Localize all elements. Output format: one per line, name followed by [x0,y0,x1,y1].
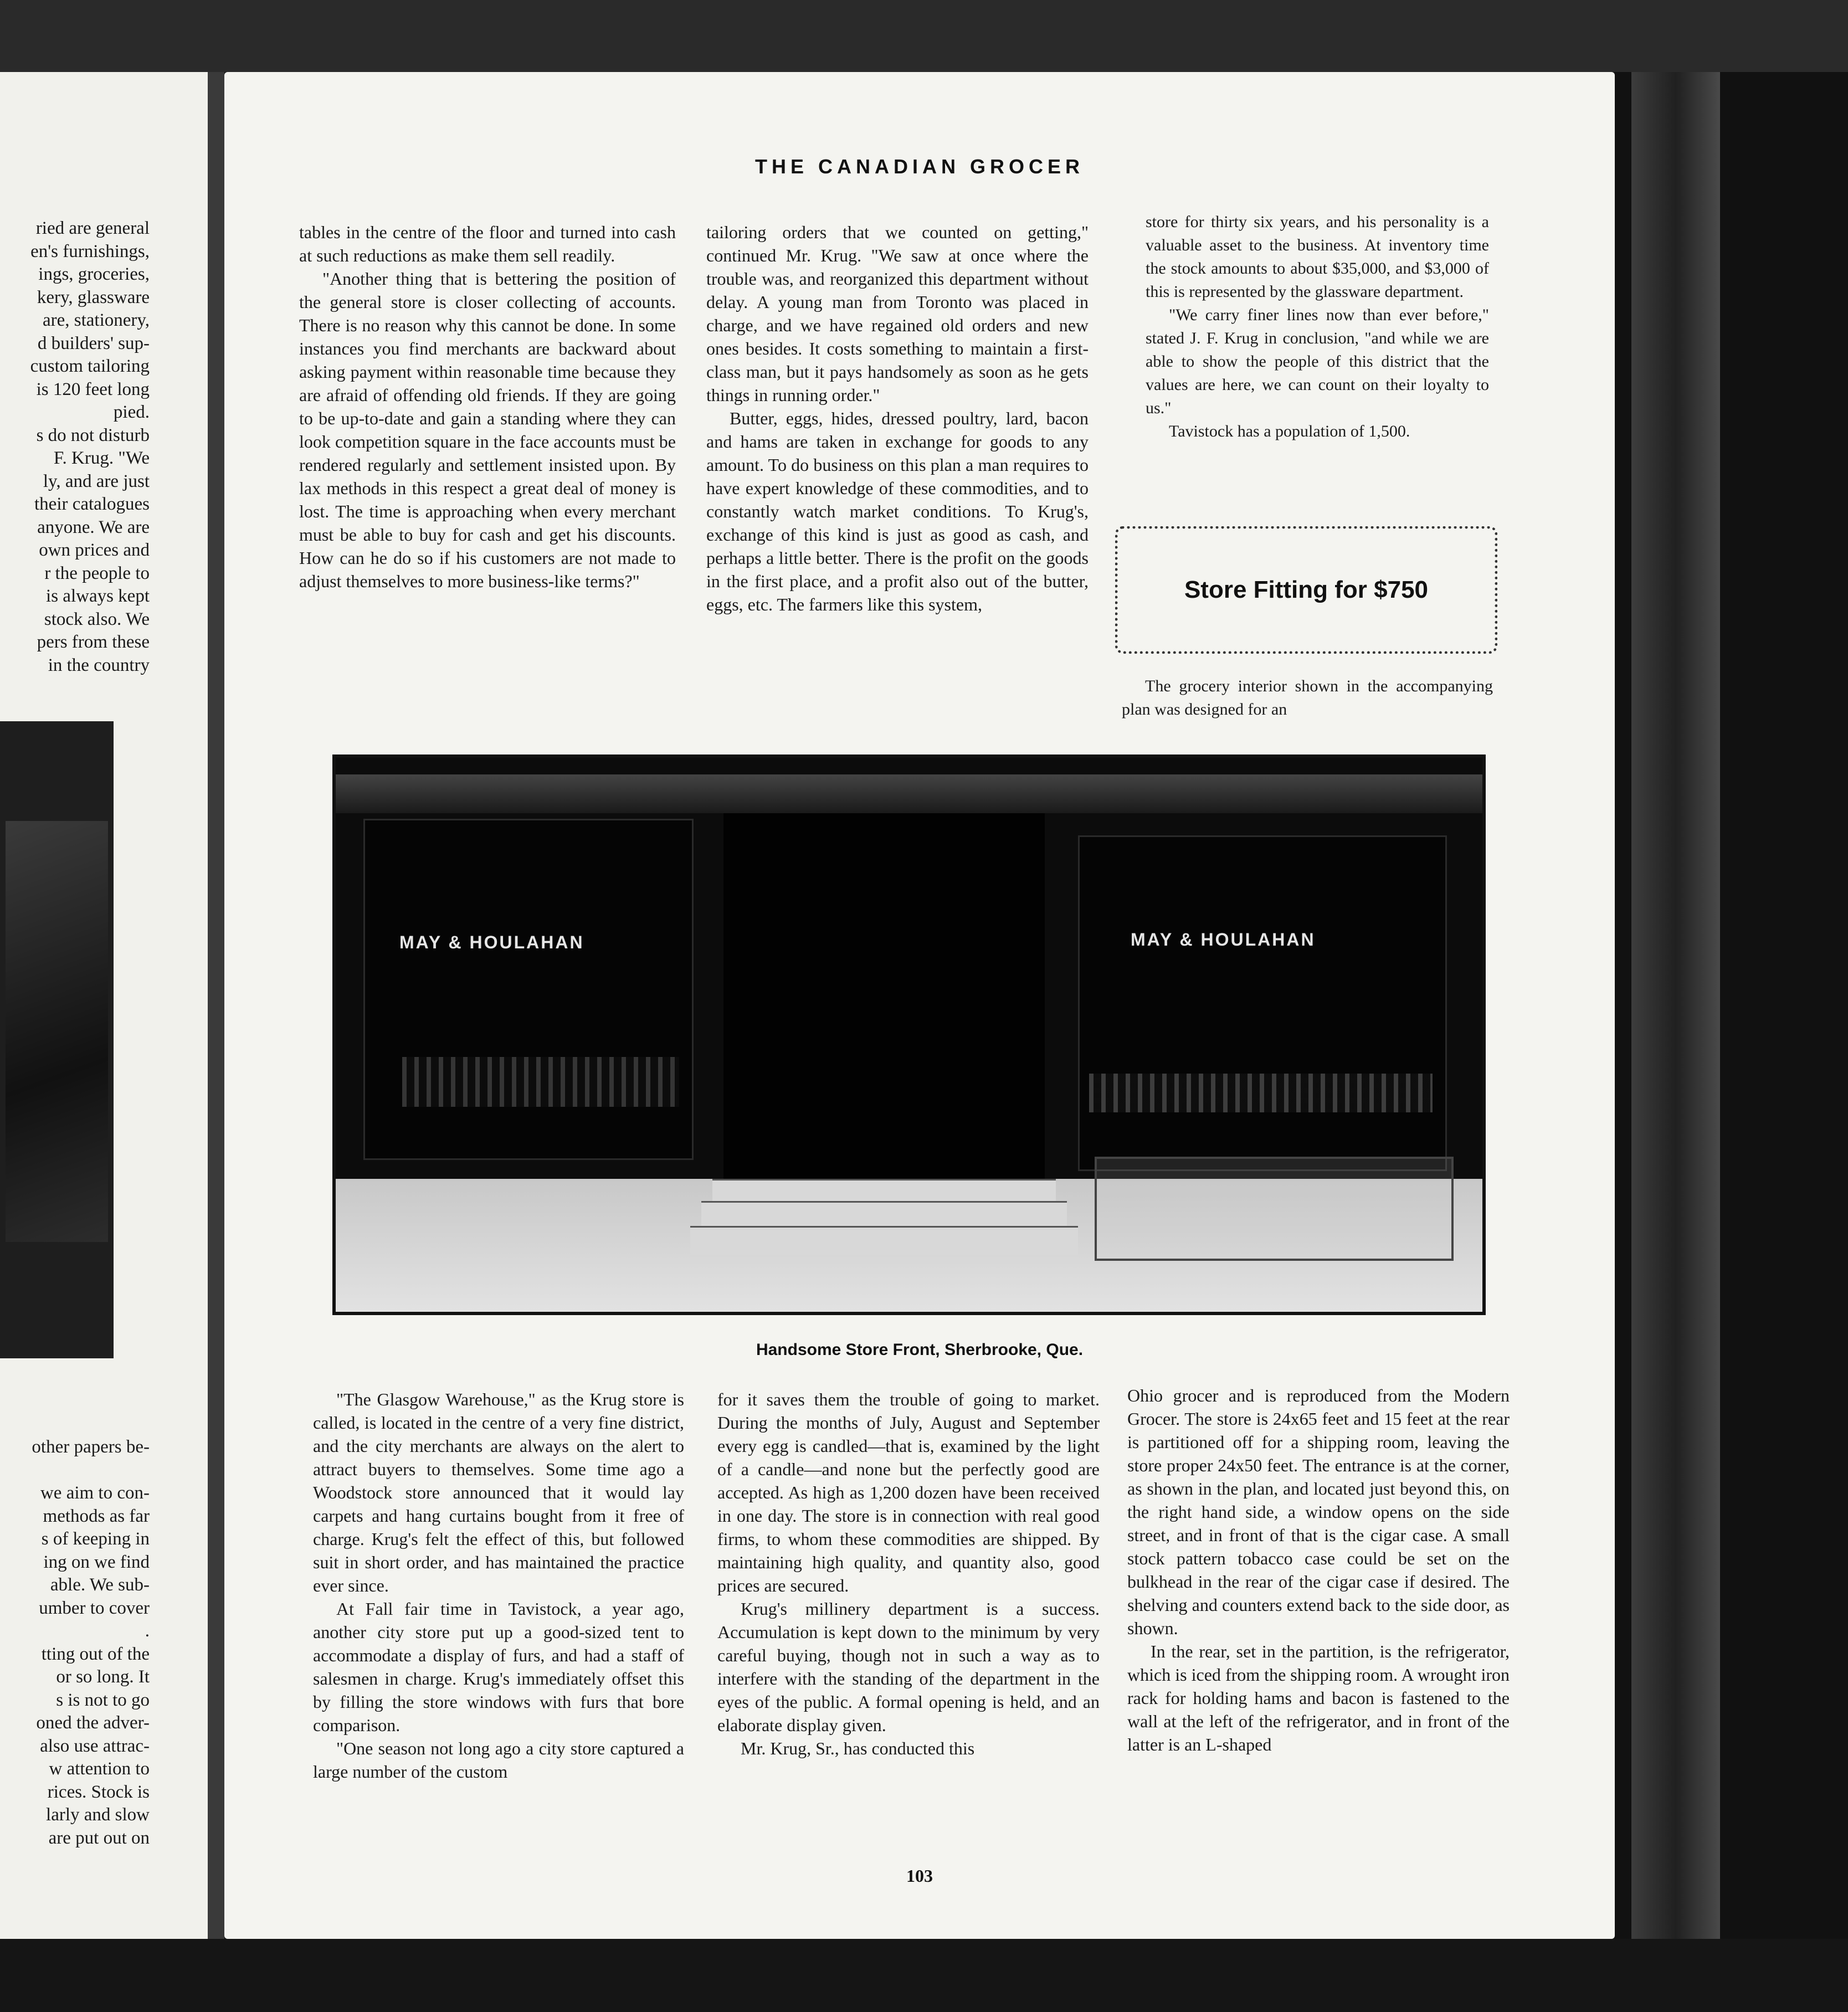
boxed-heading-text: Store Fitting for $750 [1184,576,1429,603]
paragraph: "Another thing that is bettering the position of the general store is closer collecting of accounts. There is no reason why this cannot be done. In some instances you find merchants are backward about asking payment within reasonable time because they are afraid of offending old friends. If they are going to be up-to-date and gain a standing where they can look competition square in the face accounts must be rendered regularly and settlement insisted upon. By lax methods in this respect a great deal of money is lost. The time is approaching when every merchant must be able to buy for cash and get his discounts. How can he do so if his customers are not made to adjust themselves to more business-like terms?" [299,269,676,591]
left-page-text-line: rices. Stock is [47,1782,150,1802]
boxed-heading [1115,526,1497,654]
scan-background-right [1615,72,1848,1939]
left-page-text-line: pied. [113,402,150,422]
left-page-text-line: kery, glassware [37,287,150,307]
left-page-photo-content [6,821,108,1242]
paragraph: for it saves them the trouble of going to market. During the months of July, August and September every egg is candled—that is, examined by the light of a candle—and none but the perfectly good are accepted. As high as 1,200 dozen have been received in one day. The store is in connection with real good firms, to whom these commodities are shipped. By maintaining high quality, and quantity also, good prices are secured. [717,1389,1100,1595]
left-page-text-line: or so long. It [56,1667,150,1687]
entrance-step [701,1201,1067,1228]
left-page-text-line: ly, and are just [43,471,150,491]
entrance-step [712,1179,1056,1203]
left-page-text-line: F. Krug. "We [53,448,150,468]
left-page-text-line: pers from these [37,632,150,652]
left-page-text-line: larly and slow [46,1805,150,1825]
left-page-text-line: anyone. We are [37,517,150,537]
column-1-bottom [313,1388,684,1783]
paragraph: The grocery interior shown in the accompanying plan was designed for an [1122,677,1493,718]
paragraph: At Fall fair time in Tavistock, a year ago, another city store put up a good-sized tent to accommodate a display of furs, and had a staff of salesmen in charge. Krug's immediately offset this by filling the store windows with furs that bore comparison. [313,1599,684,1735]
paragraph: "We carry finer lines now than ever before," stated J. F. Krug in conclusion, "and while we are able to show the people of this district that the values are here, we can count on their loyalty to us." [1146,306,1489,417]
column-2-top [706,220,1089,616]
masthead: THE CANADIAN GROCER [754,155,1084,178]
paragraph: store for thirty six years, and his personality is a valuable asset to the business. At inventory time the stock amounts to about $35,000, and $3,000 of this is represented by the glassware department. [1146,213,1489,301]
left-page-text-line: ried are general [35,218,150,238]
left-page-text-line: en's furnishings, [30,241,150,261]
left-page-text-line: tting out of the [41,1644,150,1664]
paragraph: tailoring orders that we counted on getting," continued Mr. Krug. "We saw at once where the trouble was, and reorganized this department without delay. A young man from Toronto was placed in charge, and we have regained old orders and new ones besides. It costs something to maintain a first-class man, but it pays handsomely as soon as he gets things in running order." [706,222,1089,405]
left-page-text-line: their catalogues [34,494,150,514]
left-page-text-line: custom tailoring [30,356,150,376]
left-page-text-line: ings, groceries, [38,264,150,284]
column-3-bottom [1127,1384,1510,1756]
paragraph: Tavistock has a population of 1,500. [1169,422,1410,440]
magazine-page [224,72,1615,1939]
paragraph: "The Glasgow Warehouse," as the Krug store is called, is located in the centre of a very fine district, and the city merchants are always on the alert to attract buyers to themselves. Some time ago a Woodstock store announced that it would lay carpets and hang curtains bought from it free of charge. Krug's felt the effect of this, but followed suit in short order, and has maintained the practice ever since. [313,1389,684,1595]
left-page-text-line: ing on we find [43,1552,150,1572]
paragraph: Butter, eggs, hides, dressed poultry, lard, bacon and hams are taken in exchange for goods to any amount. To do business on this plan a man requires to have expert knowledge of these commodities, and to constantly watch market conditions. To Krug's, exchange of this kind is just as good as cash, and perhaps a little better. There is the profit on the goods in the first place, and a profit also out of the butter, eggs, etc. The farmers like this system, [706,408,1089,614]
left-facing-page [0,72,211,1939]
left-page-text-line: in the country [48,655,150,675]
store-front-photo [332,754,1486,1315]
left-page-text-line: own prices and [39,540,150,560]
column-3-after-box [1122,675,1493,721]
scan-background-top [0,0,1848,72]
right-display-window [1078,835,1447,1171]
left-page-text-line: able. We sub- [50,1575,150,1595]
left-page-text-line: . [145,1621,150,1641]
left-page-photo [0,721,114,1358]
entrance-step [690,1226,1078,1255]
page-stack-edge [1631,72,1720,1939]
paragraph: Ohio grocer and is reproduced from the Modern Grocer. The store is 24x65 feet and 15 feet at the rear is partitioned off for a shipping room, leaving the store proper 24x50 feet. The entrance is at the corner, as shown in the plan, and located just beyond this, on the right hand side, a window opens on the side street, and in front of that is the cigar case. A small stock pattern tobacco case could be set on the bulkhead in the rear of the cigar case if desired. The shelving and counters extend back to the side door, as shown. [1127,1385,1510,1638]
left-display-window [363,819,694,1160]
left-page-text-line: s do not disturb [36,425,150,445]
left-page-text-line: is 120 feet long [36,379,150,399]
left-page-text-line: are, stationery, [42,310,150,330]
left-page-column-bottom [0,1436,150,1850]
paragraph: Krug's millinery department is a success. Accumulation is kept down to the minimum by very careful buying, though not in such a way as to interfere with the standing of the department in the eyes of the public. A formal opening is held, and an elaborate display given. [717,1599,1100,1735]
left-page-text-line: w attention to [49,1759,150,1779]
left-page-text-line: other papers be- [32,1437,150,1457]
paragraph: In the rear, set in the partition, is the refrigerator, which is iced from the shipping room. A wrought iron rack for holding hams and bacon is fastened to the wall at the left of the refrigerator, and in front of the latter is an L-shaped [1127,1641,1510,1754]
store-sign-right: MAY & HOULAHAN [1131,930,1316,949]
entrance-doorway [723,813,1045,1179]
awning [336,774,1482,813]
column-1-top [299,220,676,593]
right-window-goods [1089,1074,1433,1112]
paragraph: Mr. Krug, Sr., has conducted this [741,1738,975,1758]
left-page-text-line: s of keeping in [41,1529,150,1549]
left-page-text-line [0,1459,150,1482]
photo-caption: Handsome Store Front, Sherbrooke, Que. [756,1341,1084,1359]
left-page-text-line: also use attrac- [40,1736,150,1756]
left-page-text-line: s is not to go [56,1690,150,1710]
left-page-column-top [0,217,150,677]
left-page-text-line: we aim to con- [40,1483,150,1503]
column-3-top [1146,211,1489,443]
paragraph: "One season not long ago a city store captured a large number of the custom [313,1738,684,1782]
left-page-text-line: r the people to [44,563,150,583]
left-page-text-line: methods as far [43,1506,150,1526]
page-number: 103 [906,1866,933,1886]
column-2-bottom [717,1388,1100,1760]
left-page-text-line: is always kept [46,586,150,606]
showcase [1095,1157,1454,1261]
left-page-text-line: stock also. We [44,609,150,629]
paragraph: tables in the centre of the floor and turned into cash at such reductions as make them sell readily. [299,222,676,265]
left-page-text-line: umber to cover [39,1598,150,1618]
left-window-goods [402,1057,679,1107]
store-sign-left: MAY & HOULAHAN [399,932,584,952]
left-page-text-line: oned the adver- [36,1713,150,1733]
book-spine [208,72,224,1939]
left-page-text-line: are put out on [48,1828,150,1848]
left-page-text-line: d builders' sup- [37,333,150,353]
